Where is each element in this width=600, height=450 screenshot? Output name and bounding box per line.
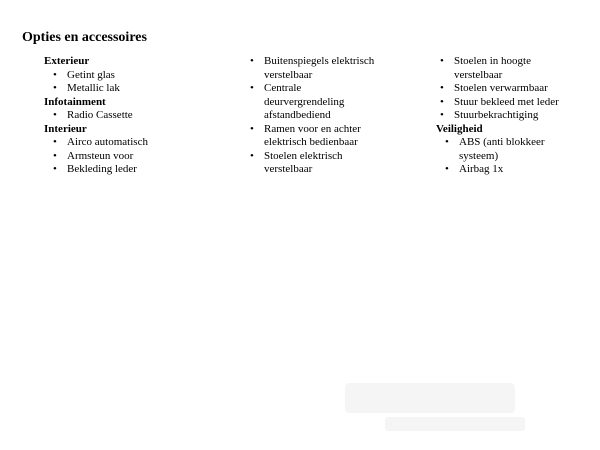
option-line: Stoelen elektrisch bbox=[264, 149, 343, 162]
bullet-icon: • bbox=[53, 149, 57, 162]
option-line: verstelbaar bbox=[454, 68, 503, 81]
bullet-icon: • bbox=[445, 163, 449, 175]
options-column-2 bbox=[246, 55, 428, 177]
bullet-icon: • bbox=[440, 55, 444, 67]
option-line: Stoelen verwarmbaar bbox=[454, 82, 548, 94]
category-heading-veiligheid: Veiligheid bbox=[436, 122, 483, 135]
option-item: • Metallic lak bbox=[53, 82, 120, 94]
option-item: • Armsteun voor bbox=[53, 149, 134, 162]
option-line: verstelbaar bbox=[264, 163, 313, 175]
options-column-3 bbox=[436, 55, 596, 177]
category-heading-infotainment: Infotainment bbox=[44, 95, 106, 108]
bullet-icon: • bbox=[445, 136, 449, 148]
option-list-interieur-continued bbox=[246, 55, 428, 177]
option-list-interieur-continued-2 bbox=[436, 55, 596, 123]
option-line: ABS (anti blokkeer bbox=[459, 136, 545, 148]
page-title: Opties en accessoires bbox=[22, 30, 147, 45]
option-line: deurvergrendeling bbox=[264, 95, 345, 108]
option-line: Ramen voor en achter bbox=[264, 122, 361, 135]
category-heading-interieur: Interieur bbox=[44, 122, 87, 135]
bullet-icon: • bbox=[250, 122, 254, 135]
option-item: • Airco automatisch bbox=[53, 136, 148, 148]
option-item: • Radio Cassette bbox=[53, 109, 133, 121]
bullet-icon: • bbox=[53, 109, 57, 121]
bullet-icon: • bbox=[250, 55, 254, 67]
option-list-interieur bbox=[44, 136, 234, 177]
bullet-icon: • bbox=[53, 136, 57, 148]
option-list-infotainment bbox=[44, 109, 234, 123]
option-item bbox=[436, 82, 596, 96]
bullet-icon: • bbox=[53, 163, 57, 175]
option-item bbox=[246, 123, 428, 150]
option-item bbox=[436, 96, 596, 110]
option-item bbox=[436, 109, 596, 123]
bullet-icon: • bbox=[250, 149, 254, 162]
watermark-shape bbox=[345, 375, 565, 435]
option-list-veiligheid bbox=[436, 136, 596, 177]
option-item: • Getint glas bbox=[53, 68, 115, 81]
option-item bbox=[436, 163, 596, 177]
bullet-icon: • bbox=[440, 82, 444, 94]
option-line: Stoelen in hoogte bbox=[454, 55, 531, 67]
option-item bbox=[436, 55, 596, 82]
option-line: elektrisch bedienbaar bbox=[264, 136, 358, 148]
bullet-icon: • bbox=[53, 68, 57, 81]
option-item bbox=[246, 55, 428, 82]
option-item bbox=[246, 150, 428, 177]
bullet-icon: • bbox=[53, 82, 57, 94]
options-column-1 bbox=[44, 55, 234, 177]
option-item bbox=[246, 82, 428, 123]
option-line: systeem) bbox=[459, 149, 499, 162]
option-line: Stuur bekleed met leder bbox=[454, 95, 559, 108]
bullet-icon: • bbox=[440, 109, 444, 121]
option-line: Stuurbekrachtiging bbox=[454, 109, 539, 121]
watermark-subbar bbox=[385, 417, 525, 431]
option-line: verstelbaar bbox=[264, 68, 313, 81]
option-item: • Bekleding leder bbox=[53, 163, 137, 175]
bullet-icon: • bbox=[250, 82, 254, 94]
watermark-bar bbox=[345, 383, 515, 413]
option-line: Buitenspiegels elektrisch bbox=[264, 55, 375, 67]
option-line: Airbag 1x bbox=[459, 163, 504, 175]
watermark-logo-icon bbox=[345, 375, 565, 435]
category-heading-exterieur: Exterieur bbox=[44, 55, 90, 67]
option-list-exterieur bbox=[44, 69, 234, 96]
option-item bbox=[436, 136, 596, 163]
option-line: afstandbediend bbox=[264, 109, 331, 121]
option-line: Centrale bbox=[264, 82, 302, 94]
bullet-icon: • bbox=[440, 95, 444, 108]
